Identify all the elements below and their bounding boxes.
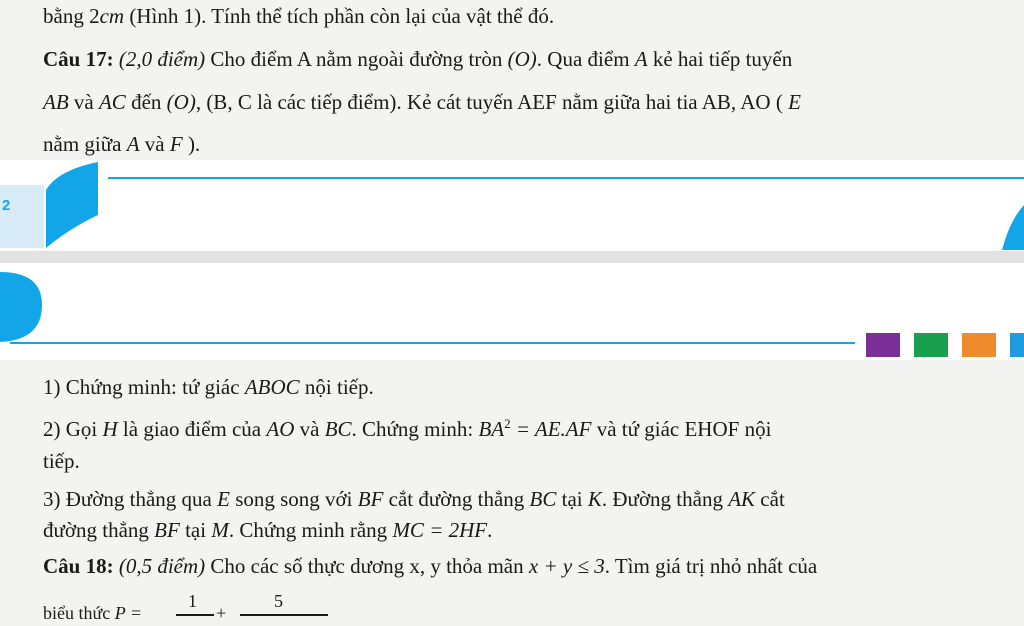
question-17-part-3-cont [43, 517, 492, 543]
text: và [68, 90, 99, 114]
math: AB [43, 90, 69, 114]
math: BA [478, 417, 505, 441]
question-points: (2,0 điểm) [113, 47, 206, 71]
text-line-1 [43, 3, 554, 29]
unit-cm: cm [99, 4, 125, 28]
math-exponent: 2 [504, 416, 511, 431]
math: E [788, 90, 801, 114]
math: AC [98, 90, 126, 114]
question-points: (0,5 điểm) [113, 554, 206, 578]
text: và tứ giác EHOF nội [591, 417, 772, 441]
math: A [634, 47, 648, 71]
question-18-expression [43, 600, 142, 626]
text: nằm giữa [43, 132, 127, 156]
math: K [587, 487, 602, 511]
math: (O) [166, 90, 196, 114]
math: x + y ≤ 3 [528, 554, 605, 578]
text: nội tiếp. [299, 375, 374, 399]
cyan-leaf-shape [46, 162, 98, 248]
left-arc-shape [0, 272, 42, 342]
question-label: Câu 18: [43, 554, 114, 578]
math: (O) [507, 47, 537, 71]
math: P = [114, 603, 143, 623]
text: 2) Gọi [43, 417, 103, 441]
green-square [914, 333, 948, 357]
question-17-part-2 [43, 416, 771, 442]
math: AO [266, 417, 295, 441]
text: 3) Đường thẳng qua [43, 487, 218, 511]
text: bằng 2 [43, 4, 100, 28]
orange-square [962, 333, 996, 357]
page-number: 2 [2, 197, 11, 214]
text: tại [179, 518, 212, 542]
text: cắt [755, 487, 785, 511]
text: . [487, 518, 493, 542]
text: đường thẳng [43, 518, 155, 542]
fraction-2-numerator: 5 [274, 591, 283, 611]
text: 1) Chứng minh: tứ giác [43, 375, 245, 399]
fraction-2-bar [240, 614, 328, 616]
text: . Chứng minh rằng [228, 518, 393, 542]
text: kẻ hai tiếp tuyến [647, 47, 793, 71]
math: E [217, 487, 230, 511]
text: , (B, C là các tiếp điểm). Kẻ cát tuyến AEF nằm giữa hai tia AB, AO ( [195, 90, 789, 114]
question-label: Câu 17: [43, 47, 114, 71]
question-17-part-3 [43, 486, 785, 512]
purple-square [866, 333, 900, 357]
question-17-header [43, 46, 792, 72]
fraction-1-bar [176, 614, 214, 616]
math: = AE.AF [510, 417, 592, 441]
text: Cho điểm A nằm ngoài đường tròn [205, 47, 508, 71]
math: AK [728, 487, 756, 511]
blue-square [1010, 333, 1024, 357]
math: BF [154, 518, 180, 542]
question-17-part-2-cont: tiếp. [43, 449, 80, 473]
math: BC [529, 487, 557, 511]
fraction-1-numerator: 1 [188, 591, 197, 611]
text: . Đường thẳng [601, 487, 729, 511]
text: biểu thức [43, 603, 115, 623]
text: là giao điểm của [117, 417, 267, 441]
math: M [211, 518, 229, 542]
question-18-header [43, 553, 817, 579]
text: Cho các số thực dương x, y thỏa mãn [205, 554, 529, 578]
math: MC = 2HF [392, 518, 488, 542]
text: và [139, 132, 170, 156]
right-corner-shape [1002, 205, 1024, 250]
text: . Chứng minh: [351, 417, 479, 441]
text: tại [556, 487, 588, 511]
math: A [126, 132, 140, 156]
math: H [102, 417, 118, 441]
math: BC [324, 417, 352, 441]
question-17-part-1 [43, 374, 374, 400]
text-line-3 [43, 89, 801, 115]
math: F [169, 132, 183, 156]
math: BF [357, 487, 384, 511]
text: cắt đường thẳng [383, 487, 530, 511]
text: . Tìm giá trị nhỏ nhất của [604, 554, 818, 578]
text: và [294, 417, 325, 441]
text: song song với [229, 487, 358, 511]
text: ). [182, 132, 201, 156]
plus-sign: + [216, 603, 227, 623]
text: đến [125, 90, 167, 114]
math: ABOC [244, 375, 300, 399]
text: . Qua điểm [536, 47, 635, 71]
text: (Hình 1). Tính thể tích phần còn lại của vật thể đó. [124, 4, 555, 28]
